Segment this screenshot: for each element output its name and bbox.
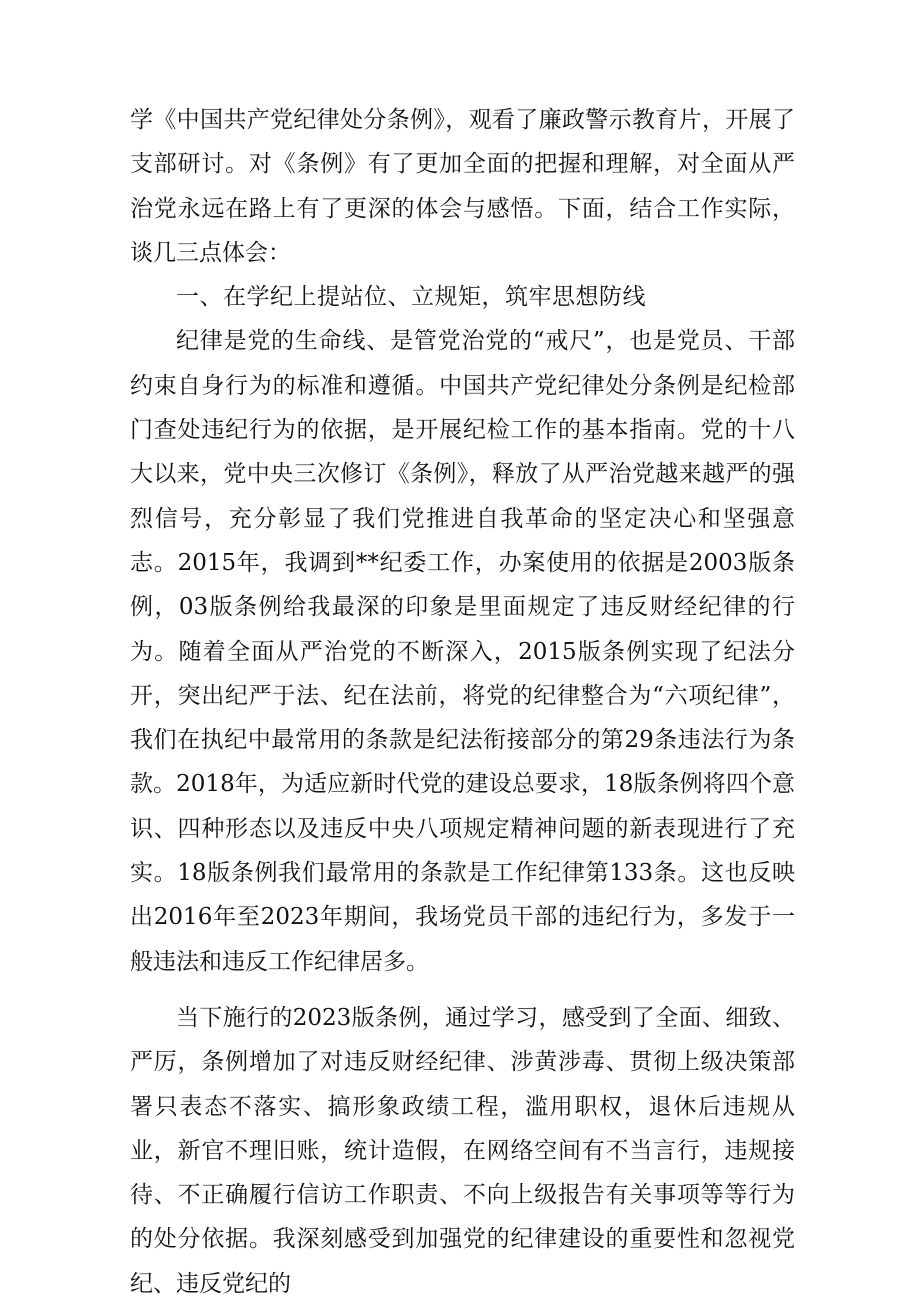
- document-body: [130, 98, 795, 1306]
- intro-paragraph: 学《中国共产党纪律处分条例》，观看了廉政警示教育片，开展了支部研讨。对《条例》有了更加全面的把握和理解，对全面从严治党永远在路上有了更深的体会与感悟。下面，结合工作实际，谈几三点体会：: [130, 107, 795, 266]
- body-paragraph-2: 当下施行的2023版条例，通过学习，感受到了全面、细致、严厉，条例增加了对违反财经纪律、涉黄涉毒、贯彻上级决策部署只表态不落实、搞形象政绩工程，滥用职权，退休后违规从业，新官不理旧账，统计造假，在网络空间有不当言行，违规接待、不正确履行信访工作职责、不向上级报告有关事项等等行为的处分依据。我深刻感受到加强党的纪律建设的重要性和忽视党纪、违反党纪的: [130, 1004, 795, 1297]
- section-heading: 一、在学纪上提站位、立规矩，筑牢思想防线: [176, 284, 646, 311]
- body-paragraph-1: 纪律是党的生命线、是管党治党的“戒尺”，也是党员、干部约束自身行为的标准和遵循。中国共产党纪律处分条例是纪检部门查处违纪行为的依据，是开展纪检工作的基本指南。党的十八大以来，党中央三次修订《条例》，释放了从严治党越来越严的强烈信号，充分彰显了我们党推进自我革命的坚定决心和坚强意志。2015年，我调到**纪委工作，办案使用的依据是2003版条例，03版条例给我最深的印象是里面规定了违反财经纪律的行为。随着全面从严治党的不断深入，2015版条例实现了纪法分开，突出纪严于法、纪在法前，将党的纪律整合为“六项纪律”，我们在执纪中最常用的条款是纪法衔接部分的第29条违法行为条款。2018年，为适应新时代党的建设总要求，18版条例将四个意识、四种形态以及违反中央八项规定精神问题的新表现进行了充实。18版条例我们最常用的条款是工作纪律第133条。这也反映出2016年至2023年期间，我场党员干部的违纪行为，多发于一般违法和违反工作纪律居多。: [130, 328, 795, 975]
